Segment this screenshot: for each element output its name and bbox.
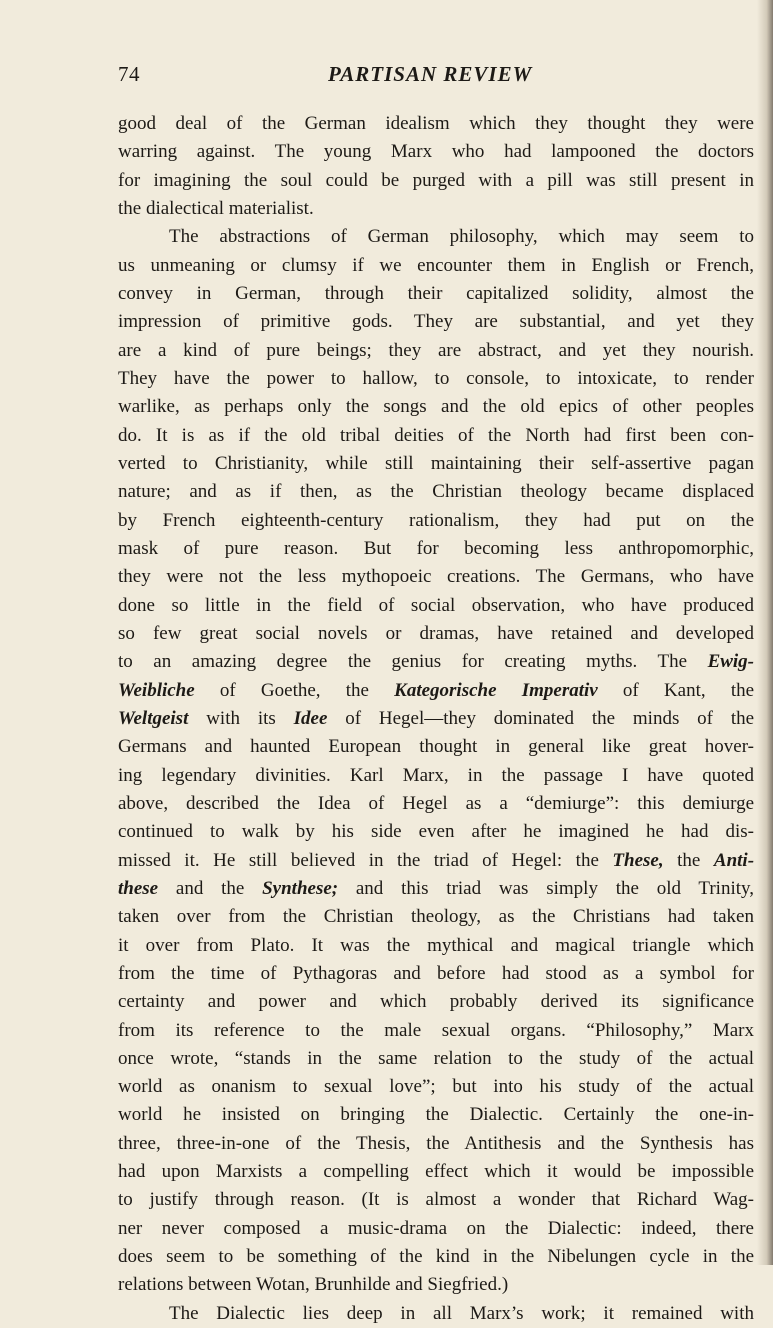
text-line: impression of primitive gods. They are substantial, and yet they [118,311,754,333]
text-line: to justify through reason. (It is almost a wonder that Richard Wag- [118,1189,754,1211]
text-line: convey in German, through their capitalized solidity, almost the [118,282,754,304]
text-line: mask of pure reason. But for becoming less anthropomorphic, [118,537,754,559]
italic-term: Weibliche [118,679,195,701]
text-line: continued to walk by his side even after he imagined he had dis- [118,821,754,843]
text-line: ing legendary divinities. Karl Marx, in the passage I have quoted [118,764,754,786]
text-line: certainty and power and which probably derived its significance [118,991,754,1013]
text-line: verted to Christianity, while still maintaining their self-assertive pagan [118,452,754,474]
text-line: They have the power to hallow, to console, to intoxicate, to render [118,367,754,389]
text-line: warlike, as perhaps only the songs and the old epics of other peoples [118,396,754,418]
italic-term: Synthese; [262,877,339,899]
italic-term: Idee [293,707,328,729]
text-line: once wrote, “stands in the same relation to the study of the actual [118,1047,754,1069]
italic-term: Kategorische Imperativ [394,679,598,701]
text-segment: and this triad was simply the old Trinity, [355,877,755,899]
text-line [118,875,754,903]
text-line: good deal of the German idealism which they thought they were [118,113,754,134]
text-segment: with its [206,707,276,729]
text-line: three, three-in-one of the Thesis, the Antithesis and the Synthesis has [118,1132,754,1154]
text-segment: and the [175,877,245,899]
text-line [118,705,754,733]
text-line: for imagining the soul could be purged with a pill was still present in [118,169,754,191]
text-line: relations between Wotan, Brunhilde and Siegfried.) [118,1274,509,1296]
text-segment: of Kant, the [622,679,755,701]
text-line: world as onanism to sexual love”; but into his study of the actual [118,1076,754,1098]
text-line: it over from Plato. It was the mythical and magical triangle which [118,934,754,956]
text-line: do. It is as if the old tribal deities of the North had first been con- [118,424,754,446]
text-line: warring against. The young Marx who had lampooned the doctors [118,141,754,163]
text-line: from the time of Pythagoras and before had stood as a symbol for [118,962,754,984]
text-line: the dialectical materialist. [118,197,314,219]
text-line: taken over from the Christian theology, as the Christians had taken [118,906,754,928]
italic-term: Weltgeist [118,707,189,729]
text-line: by French eighteenth-century rationalism, they had put on the [118,509,754,531]
text-line: ner never composed a music-drama on the Dialectic: indeed, there [118,1217,754,1239]
text-segment: to an amazing degree the genius for creating myths. The [118,651,688,673]
text-line [118,847,754,875]
text-line: so few great social novels or dramas, have retained and developed [118,622,754,644]
text-line: had upon Marxists a compelling effect which it would be impossible [118,1161,754,1183]
text-line: us unmeaning or clumsy if we encounter them in English or French, [118,254,754,276]
italic-term: these [118,877,159,899]
text-line: above, described the Idea of Hegel as a “demiurge”: this demiurge [118,792,754,814]
body-text [118,110,754,1328]
text-line: The Dialectic lies deep in all Marx’s work; it remained with [169,1302,754,1324]
page-edge-shadow [757,0,773,1265]
page-header [118,62,754,92]
text-line: are a kind of pure beings; they are abstract, and yet they nourish. [118,339,754,361]
text-line: they were not the less mythopoeic creations. The Germans, who have [118,566,754,588]
text-line: Germans and haunted European thought in general like great hover- [118,736,754,758]
text-segment: of Goethe, the [219,679,369,701]
italic-term: These, [612,849,664,871]
text-line: done so little in the field of social observation, who have produced [118,594,754,616]
text-line [118,648,754,676]
text-segment: the [677,849,701,871]
text-segment: of Hegel—they dominated the minds of the [345,707,755,729]
italic-term: Ewig- [707,651,755,673]
text-line: nature; and as if then, as the Christian theology became displaced [118,481,754,503]
text-segment: missed it. He still believed in the triad of Hegel: the [118,849,599,871]
text-line: does seem to be something of the kind in the Nibelungen cycle in the [118,1246,754,1268]
running-title: PARTISAN REVIEW [328,62,533,86]
text-line: from its reference to the male sexual organs. “Philosophy,” Marx [118,1019,754,1041]
text-line: The abstractions of German philosophy, which may seem to [169,226,754,248]
page-number: 74 [118,62,140,86]
italic-term: Anti- [713,849,755,871]
text-line [118,677,754,705]
text-line: world he insisted on bringing the Dialectic. Certainly the one-in- [118,1104,754,1126]
